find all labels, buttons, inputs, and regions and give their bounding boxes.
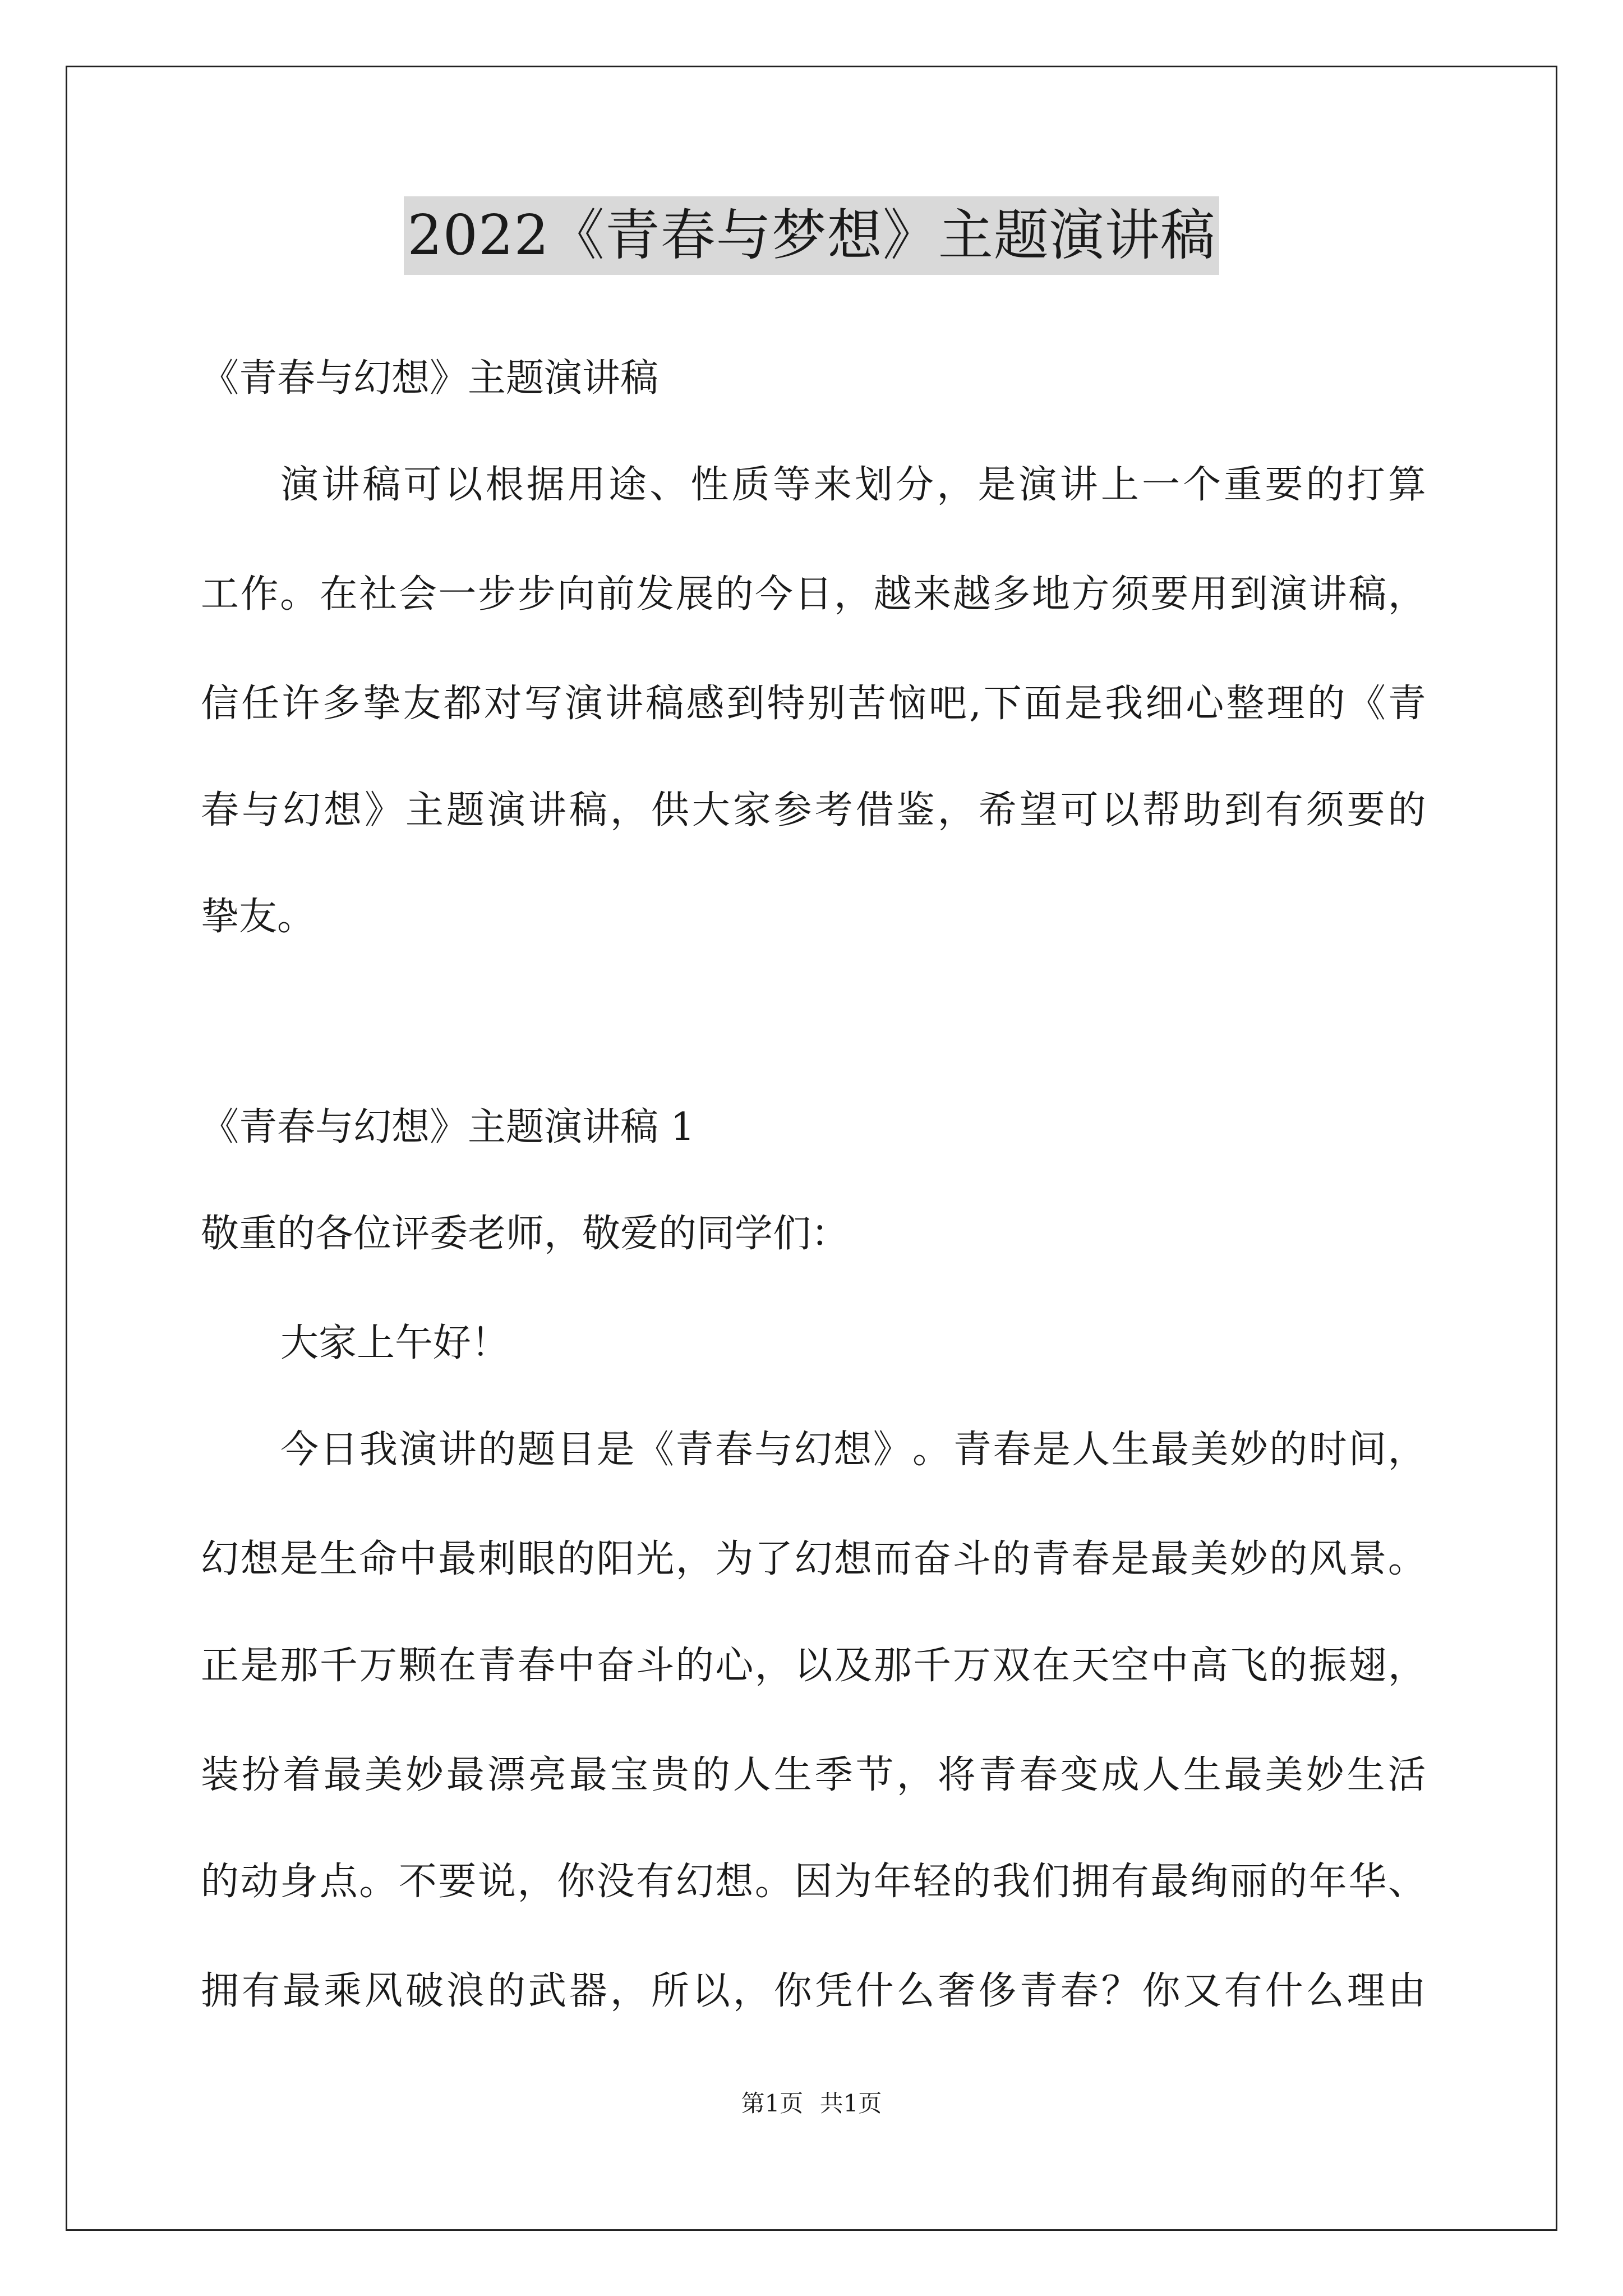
intro-line-2: 工 作 。 在 社 会 一 步 步 向 前 发 展 的 今 日 ， 越 来 越 多 地 方 须 要 用 到 演 讲 稿 ， bbox=[201, 572, 1426, 616]
intro-line-1: 演 讲 稿 可 以 根 据 用 途 、 性 质 等 来 划 分 ， 是 演 讲 上 一 个 重 要 的 打 算 bbox=[280, 463, 1426, 507]
intro-line-5: 挚友。 bbox=[201, 895, 316, 939]
page-number: 第1页 bbox=[741, 2090, 804, 2117]
body-line-2: 幻 想 是 生 命 中 最 刺 眼 的 阳 光 ， 为 了 幻 想 而 奋 斗 的 青 春 是 最 美 妙 的 风 景 。 bbox=[201, 1537, 1426, 1581]
intro-line-4: 春 与 幻 想 》 主 题 演 讲 稿 ， 供 大 家 参 考 借 鉴 ， 希 望 可 以 帮 助 到 有 须 要 的 bbox=[201, 788, 1426, 832]
section-heading: 《青春与幻想》主题演讲稿 1 bbox=[201, 1105, 695, 1149]
body-line-3: 正 是 那 千 万 颗 在 青 春 中 奋 斗 的 心 ， 以 及 那 千 万 双 在 天 空 中 高 飞 的 振 翅 ， bbox=[201, 1644, 1426, 1688]
intro-line-3: 信 任 许 多 挚 友 都 对 写 演 讲 稿 感 到 特 别 苦 恼 吧 , 下 面 是 我 细 心 整 理 的 《 青 bbox=[201, 682, 1426, 726]
body-line-6: 拥 有 最 乘 风 破 浪 的 武 器 ， 所 以 ， 你 凭 什 么 奢 侈 青 春 ？ 你 又 有 什 么 理 由 bbox=[201, 1969, 1426, 2013]
salutation: 敬重的各位评委老师，敬爱的同学们： bbox=[201, 1212, 850, 1256]
document-title: 2022《青春与梦想》主题演讲稿 bbox=[404, 196, 1219, 275]
body-line-5: 的 动 身 点 。 不 要 说 ， 你 没 有 幻 想 。 因 为 年 轻 的 我 们 拥 有 最 绚 丽 的 年 华 、 bbox=[201, 1860, 1426, 1904]
page-total: 共1页 bbox=[819, 2090, 882, 2117]
body-line-4: 装 扮 着 最 美 妙 最 漂 亮 最 宝 贵 的 人 生 季 节 ， 将 青 春 变 成 人 生 最 美 妙 生 活 bbox=[201, 1753, 1426, 1797]
page-footer bbox=[0, 2087, 1623, 2120]
greeting: 大家上午好！ bbox=[280, 1321, 510, 1365]
subtitle: 《青春与幻想》主题演讲稿 bbox=[201, 356, 659, 401]
body-line-1: 今 日 我 演 讲 的 题 目 是 《 青 春 与 幻 想 》 。 青 春 是 人 生 最 美 妙 的 时 间 ， bbox=[280, 1428, 1426, 1472]
title-block bbox=[0, 196, 1623, 275]
